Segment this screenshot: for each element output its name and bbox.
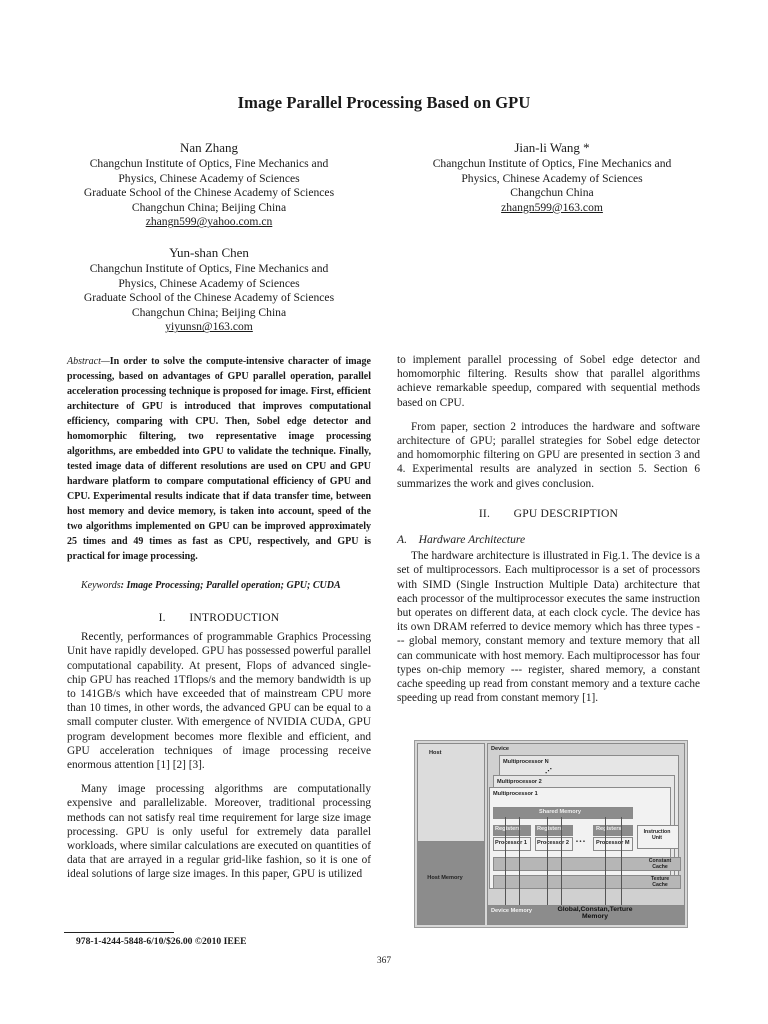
author-affiliation: Changchun Institute of Optics, Fine Mechanics and — [89, 157, 329, 170]
author-affiliation: Physics, Chinese Academy of Sciences — [118, 276, 300, 290]
author-affiliation: Changchun China — [510, 186, 594, 200]
fig-texture-cache-label: Texture Cache — [650, 876, 670, 888]
author-email[interactable]: zhangn599@yahoo.com.cn — [145, 215, 273, 229]
fig-multiprocessor-n-label: Multiprocessor N — [503, 759, 549, 765]
fig-host-memory-box — [417, 841, 485, 925]
right-paragraph-2: From paper, section 2 introduces the hardware and software architecture of GPU; parallel strategies for Sobel edge detector and homomorphic filtering on GPU are presented in section 3 and 4. Experimental results are analyzed in section 5. Section 6 summarizes the work and gives conclusion. — [397, 420, 700, 490]
author-block-3 — [60, 244, 358, 335]
fig-connector — [561, 817, 562, 907]
fig-registers-2-label: Registers — [537, 826, 563, 832]
fig-instruction-unit-label: Instruction Unit — [643, 829, 671, 841]
author-affiliation: Changchun Institute of Optics, Fine Mechanics and — [89, 262, 329, 275]
author-affiliation: Changchun China; Beijing China — [131, 200, 287, 214]
page-number: 367 — [376, 956, 392, 966]
keywords-text: : Image Processing; Parallel operation; GPU; CUDA — [120, 580, 341, 591]
intro-paragraph-1: Recently, performances of programmable Graphics Processing Unit have rapidly developed. GPU has possessed powerful parallel computational capability. At present, Flops of advanced single-chip GPU has reached 1Tflops/s and the memory bandwidth is up to 141GB/s which have exceeded that of mainstream CPU more than 10 times, in other words, the advanced GPU can be equal to a small computer cluster. With emergence of NVIDIA CUDA, GPU program development becomes more flexible and efficient, and GPU acceleration techniques of image processing receive enormous attention [1] [2] [3]. — [67, 631, 371, 772]
fig-processor-m-label: Processor M — [596, 840, 630, 846]
hardware-paragraph: The hardware architecture is illustrated in Fig.1. The device is a set of multiprocessors. Each multiprocessor is a set of processors with SIMD (Single Instruction Multiple Data) architecture that each processor of the multiprocessor executes the same instruction but operates on different data, at each clock cycle. The device has its own DRAM referred to device memory which has three types --- global memory, constant memory and texture memory that all can communicate with host memory. Each multiprocessor has four types on-chip memory --- register, shared memory, a constant cache speeding up read from constant memory and a texture cache speeding up read from constant memory [1]. — [397, 550, 700, 705]
paper-title: Image Parallel Processing Based on GPU — [237, 93, 531, 112]
fig-device-label: Device — [491, 746, 510, 752]
fig-global-constant-texture-label: Global,Constan,Terture Memory — [557, 906, 633, 920]
author-block-1 — [60, 139, 358, 230]
fig-host-memory-label: Host Memory — [427, 875, 463, 881]
footer-rule — [64, 932, 174, 933]
author-affiliation: Physics, Chinese Academy of Sciences — [461, 171, 643, 185]
abstract-text: In order to solve the compute-intensive character of image processing, based on advantages of GPU parallel operation, parallel acceleration processing technique is proposed for image. First, efficient architecture of GPU is introduced that improves computational efficiency, comparing with CPU. Then, Sobel edge detector and homomorphic filtering, two representative image processing algorithms, are embedded into GPU to validate the technique. Finally, tested image data of different resolutions are used on CPU and GPU hardware platform to compare computational efficiency of GPU and CPU. Experimental results indicate that if data transfer time, between host memory and device memory, is taken into account, speed of the two algorithms implemented on GPU can be improved approximately 25 times and 49 times as fast as CPU, respectively, and GPU is practical for image processing. — [67, 356, 371, 562]
abstract-lead: Abstract— — [67, 356, 110, 367]
fig-multiprocessor-1-label: Multiprocessor 1 — [493, 791, 538, 797]
figure-gpu-architecture — [414, 740, 688, 928]
fig-connector — [519, 817, 520, 907]
fig-registers-1-label: Registers — [495, 826, 521, 832]
keywords — [67, 578, 371, 593]
keywords-label: Keywords — [81, 580, 121, 591]
intro-paragraph-2: Many image processing algorithms are computationally expensive and parallelizable. Moreover, traditional processing methods can not satisfy real time requirement for large size image processing. GPU is only useful for extremely data parallel workloads, where similar calculations are executed on quantities of data that are arrayed in a regular grid-like fashion, so it is one of ideal solutions of large size images. In this paper, GPU is utilized — [67, 783, 371, 881]
author-affiliation: Changchun China; Beijing China — [131, 305, 287, 319]
fig-device-memory-label: Device Memory — [491, 908, 533, 914]
fig-multiprocessor-2-label: Multiprocessor 2 — [497, 779, 542, 785]
section-heading-introduction: I. INTRODUCTION — [158, 611, 280, 624]
copyright-footer: 978-1-4244-5848-6/10/$26.00 ©2010 IEEE — [76, 936, 247, 947]
fig-shared-memory-label: Shared Memory — [539, 809, 581, 815]
fig-processor-dots: • • • — [576, 839, 585, 845]
fig-processor-2-label: Processor 2 — [537, 840, 570, 846]
author-name: Yun-shan Chen — [169, 245, 249, 260]
abstract — [67, 354, 371, 564]
author-affiliation: Graduate School of the Chinese Academy of Sciences — [83, 291, 335, 305]
left-column — [67, 354, 371, 882]
author-email[interactable]: zhangn599@163.com — [501, 200, 603, 214]
fig-registers-m-label: Registers — [596, 826, 622, 832]
author-affiliation: Changchun Institute of Optics, Fine Mechanics and — [432, 157, 672, 170]
fig-constant-cache-label: Constant Cache — [648, 858, 672, 870]
fig-host-label: Host — [429, 750, 442, 756]
subsection-heading-hardware: A. Hardware Architecture — [397, 533, 526, 547]
fig-connector — [547, 817, 548, 907]
right-column — [397, 353, 700, 705]
fig-connector — [621, 817, 622, 907]
author-name: Jian-li Wang * — [514, 140, 590, 155]
author-affiliation: Graduate School of the Chinese Academy of Sciences — [83, 186, 335, 200]
fig-ellipsis-marker: ⋰ — [545, 768, 552, 775]
section-heading-gpu-description: II. GPU DESCRIPTION — [478, 506, 619, 520]
author-affiliation: Physics, Chinese Academy of Sciences — [118, 171, 300, 185]
fig-connector — [605, 817, 606, 907]
author-block-2 — [392, 139, 712, 215]
fig-connector — [505, 817, 506, 907]
right-paragraph-1: to implement parallel processing of Sobel edge detector and homomorphic filtering. Results show that parallel algorithms achieve remarkable speedup, compared with sequential methods based on CPU. — [397, 354, 700, 409]
fig-processor-1-label: Processor 1 — [495, 840, 528, 846]
author-email[interactable]: yiyunsn@163.com — [165, 320, 253, 334]
author-name: Nan Zhang — [179, 140, 239, 155]
